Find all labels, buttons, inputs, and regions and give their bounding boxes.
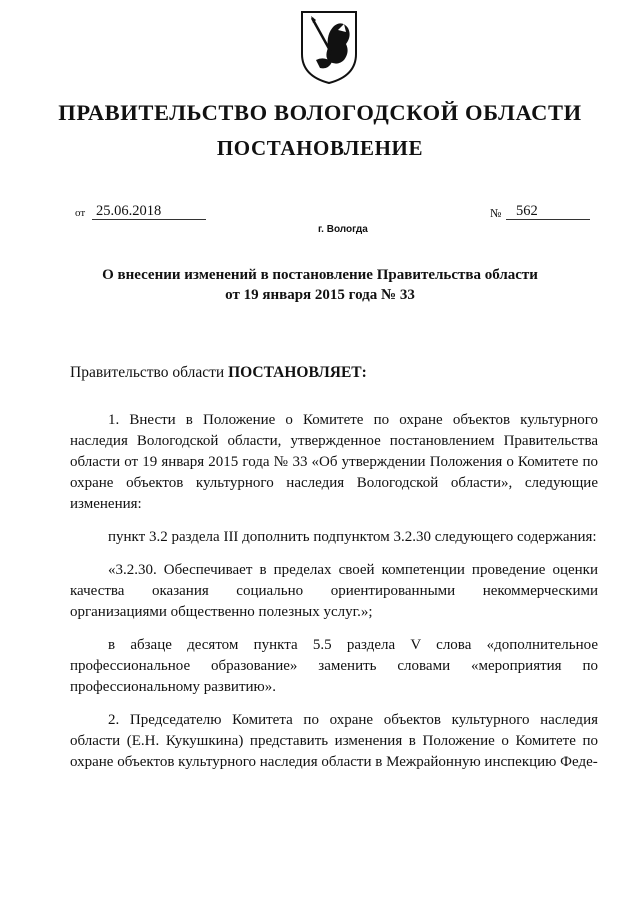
paragraph: в абзаце десятом пункта 5.5 раздела V слова «дополнительное профессиональное образование» заменить словами «мероприятия по профессиональному развитию». — [70, 637, 598, 695]
paragraph: 2. Председателю Комитета по охране объектов культурного наследия области (Е.Н. Кукушкина) представить изменения в Положение о Комитете по охране объектов культурного наследия области в Межрайонную инспекцию Феде- — [70, 712, 598, 770]
subject-line-1: О внесении изменений в постановление Правительства области — [102, 267, 538, 283]
preamble-verb: ПОСТАНОВЛЯЕТ: — [228, 364, 367, 381]
paragraph: пункт 3.2 раздела III дополнить подпунктом 3.2.30 следующего содержания: — [108, 529, 597, 545]
coat-of-arms — [298, 8, 360, 86]
paragraph: 1. Внести в Положение о Комитете по охране объектов культурного наследия Вологодской области, утвержденное постановлением Правительства области от 19 января 2015 года № 33 «Об утверждении Положения о Комитете по охране объектов культурного наследия Вологодской области», следующие изменения: — [70, 412, 598, 512]
document-date: 25.06.2018 — [92, 202, 206, 220]
subject-line-2: от 19 января 2015 года № 33 — [225, 287, 415, 303]
number-prefix: № — [490, 206, 502, 220]
document-subject — [0, 265, 640, 305]
org-title: ПРАВИТЕЛЬСТВО ВОЛОГОДСКОЙ ОБЛАСТИ — [58, 100, 582, 125]
document-number: 562 — [506, 202, 590, 220]
document-body — [70, 410, 598, 773]
date-prefix: от — [75, 207, 86, 219]
city-label: г. Вологда — [318, 224, 368, 235]
preamble — [70, 364, 367, 382]
document-type: ПОСТАНОВЛЕНИЕ — [216, 136, 424, 160]
vologda-coat-of-arms-icon — [298, 8, 360, 86]
preamble-text: Правительство области — [70, 364, 225, 381]
paragraph: «3.2.30. Обеспечивает в пределах своей компетенции проведение оценки качества оказания социально ориентированными некоммерческими организациями общественно полезных услуг.»; — [70, 562, 598, 620]
